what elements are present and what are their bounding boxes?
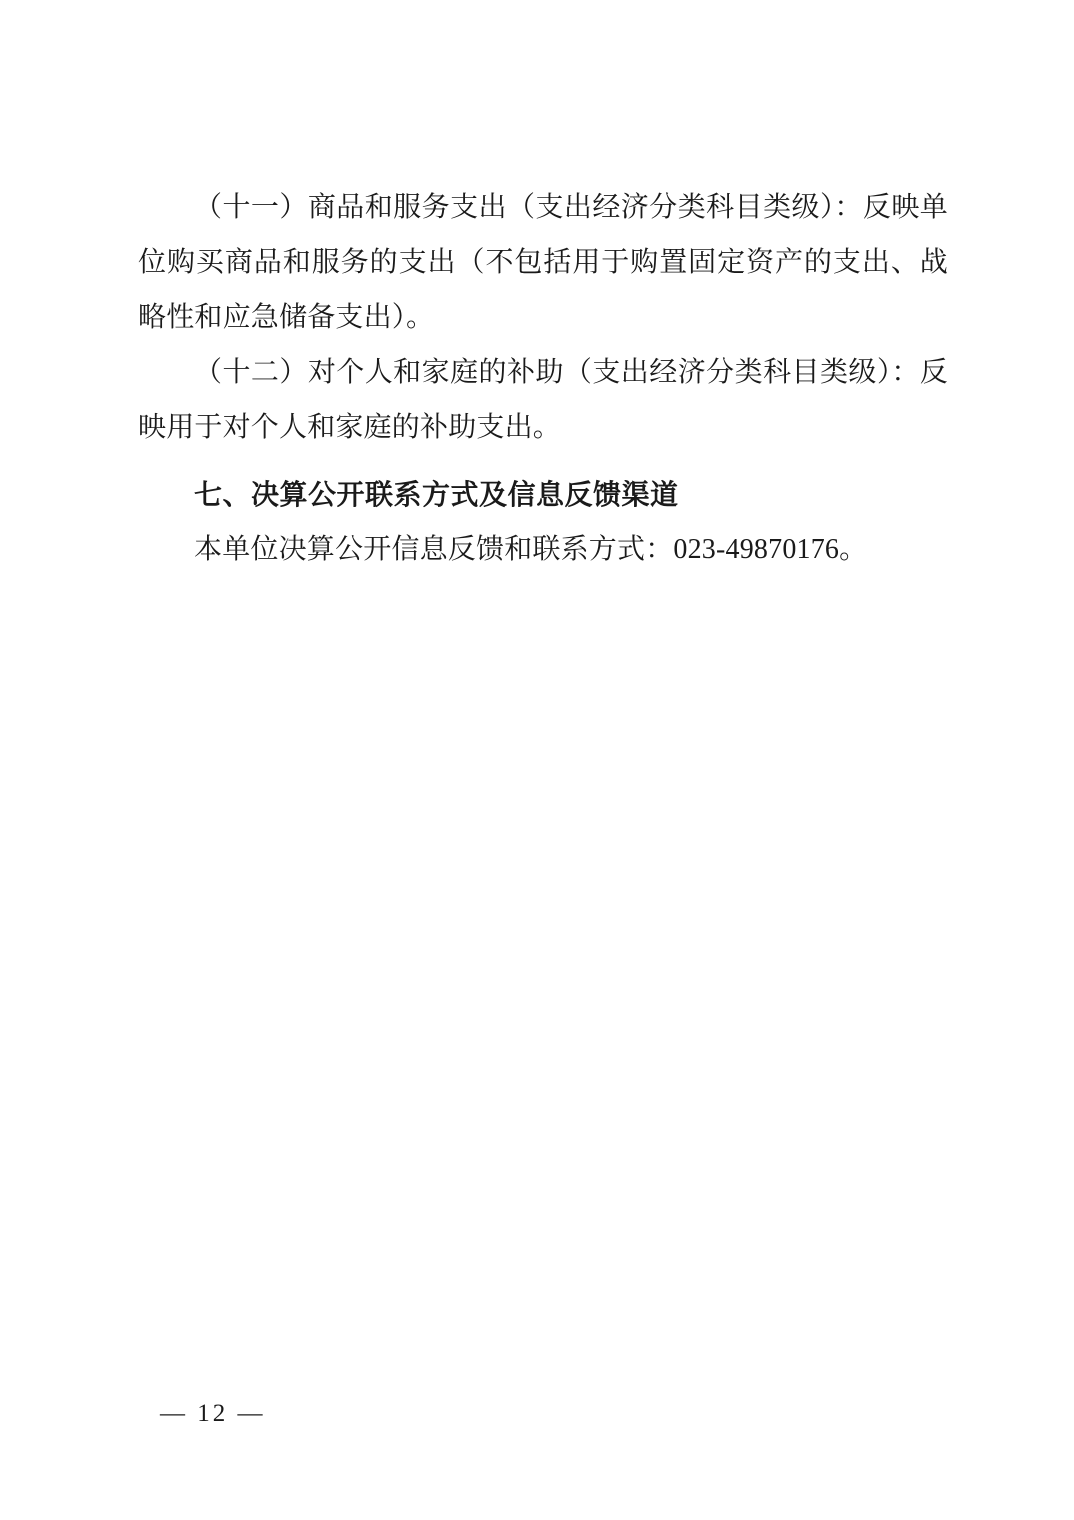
paragraph-item-12: （十二）对个人和家庭的补助（支出经济分类科目类级）：反映用于对个人和家庭的补助支出。 xyxy=(138,357,948,443)
section-heading-seven: 七、决算公开联系方式及信息反馈渠道 xyxy=(194,479,679,510)
page-number: — 12 — xyxy=(160,1400,266,1427)
contact-information-line: 本单位决算公开信息反馈和联系方式：023-49870176。 xyxy=(194,534,868,565)
paragraph-item-11: （十一）商品和服务支出（支出经济分类科目类级）：反映单位购买商品和服务的支出（不包括用于购置固定资产的支出、战略性和应急储备支出）。 xyxy=(138,192,948,333)
document-body xyxy=(138,180,948,577)
